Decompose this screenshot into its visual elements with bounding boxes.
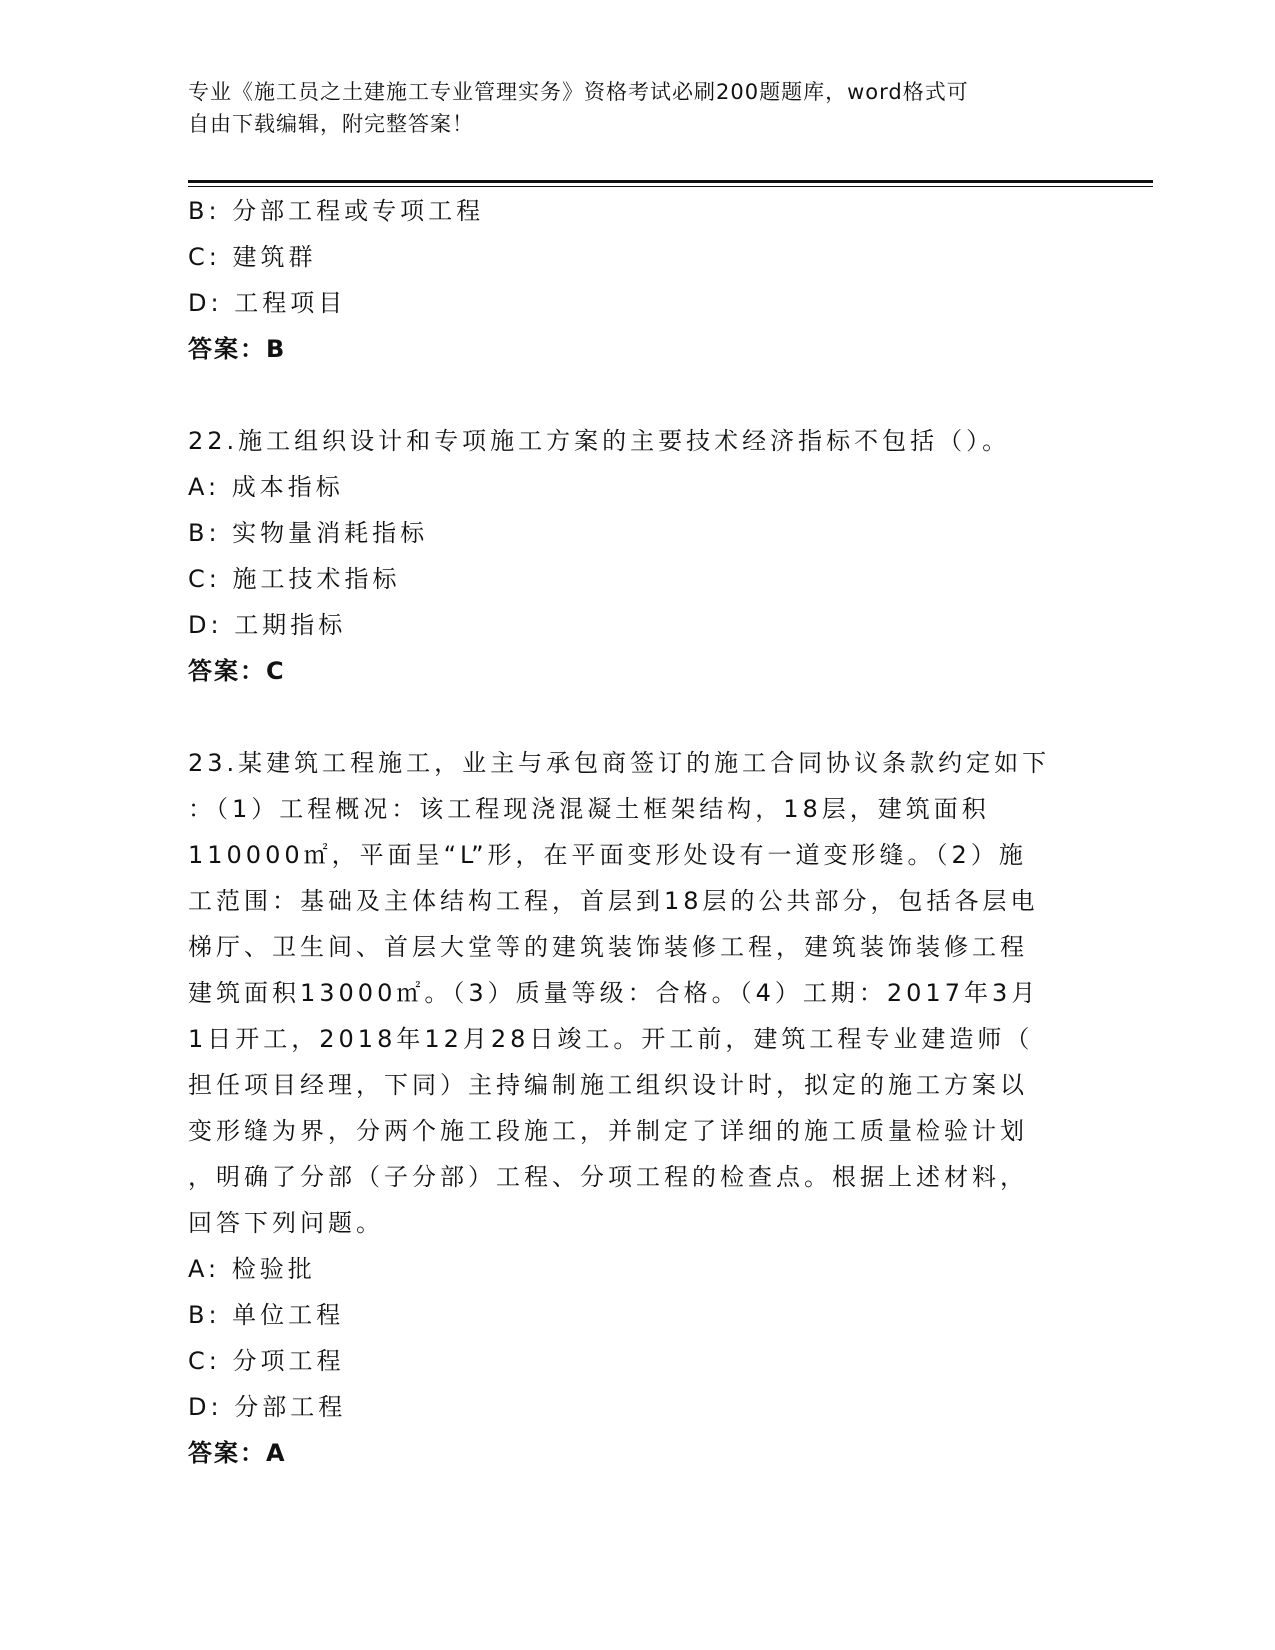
q21-answer: 答案：B bbox=[188, 335, 287, 363]
q23-answer: 答案：A bbox=[188, 1439, 287, 1467]
q23-question-line: ：（1）工程概况：该工程现浇混凝土框架结构，18层，建筑面积 bbox=[188, 795, 990, 823]
document-body bbox=[188, 188, 1088, 1476]
q21-option-d: D: 工程项目 bbox=[188, 289, 347, 317]
header-line-2: 自由下载编辑，附完整答案！ bbox=[188, 112, 474, 136]
q23-question-line: ，明确了分部（子分部）工程、分项工程的检查点。根据上述材料， bbox=[188, 1163, 1028, 1191]
q23-question-line: 变形缝为界，分两个施工段施工，并制定了详细的施工质量检验计划 bbox=[188, 1117, 1028, 1145]
document-header bbox=[188, 76, 1068, 140]
header-divider-thin bbox=[188, 186, 1153, 187]
q23-option-b: B: 单位工程 bbox=[188, 1301, 345, 1329]
spacer bbox=[188, 694, 1088, 740]
q22-answer: 答案：C bbox=[188, 657, 286, 685]
q23-question-line: 工范围：基础及主体结构工程，首层到18层的公共部分，包括各层电 bbox=[188, 887, 1039, 915]
q23-question-line: 担任项目经理，下同）主持编制施工组织设计时，拟定的施工方案以 bbox=[188, 1071, 1028, 1099]
q22-question: 22.施工组织设计和专项施工方案的主要技术经济指标不包括（）。 bbox=[188, 427, 1011, 455]
q23-option-a: A: 检验批 bbox=[188, 1255, 316, 1283]
q23-option-c: C: 分项工程 bbox=[188, 1347, 345, 1375]
q23-option-d: D: 分部工程 bbox=[188, 1393, 347, 1421]
q23-question-line: 1日开工，2018年12月28日竣工。开工前，建筑工程专业建造师（ bbox=[188, 1025, 1034, 1053]
q22-option-a: A: 成本指标 bbox=[188, 473, 344, 501]
q23-question-line: 23.某建筑工程施工，业主与承包商签订的施工合同协议条款约定如下 bbox=[188, 749, 1051, 777]
q22-option-c: C: 施工技术指标 bbox=[188, 565, 401, 593]
q23-question-line: 回答下列问题。 bbox=[188, 1209, 384, 1237]
header-divider-thick bbox=[188, 180, 1153, 183]
spacer bbox=[188, 372, 1088, 418]
q23-question-line: 建筑面积13000㎡。（3）质量等级：合格。（4）工期：2017年3月 bbox=[188, 979, 1040, 1007]
q21-option-c: C: 建筑群 bbox=[188, 243, 317, 271]
q22-option-b: B: 实物量消耗指标 bbox=[188, 519, 429, 547]
question-22 bbox=[188, 418, 1088, 694]
question-21-tail bbox=[188, 188, 1088, 372]
question-23 bbox=[188, 740, 1088, 1476]
q21-option-b: B: 分部工程或专项工程 bbox=[188, 197, 485, 225]
q23-question-line: 梯厅、卫生间、首层大堂等的建筑装饰装修工程，建筑装饰装修工程 bbox=[188, 933, 1028, 961]
q23-question-line: 110000㎡，平面呈“L”形，在平面变形处设有一道变形缝。（2）施 bbox=[188, 841, 1027, 869]
header-line-1: 专业《施工员之土建施工专业管理实务》资格考试必刷200题题库，word格式可 bbox=[188, 80, 969, 104]
q22-option-d: D: 工期指标 bbox=[188, 611, 347, 639]
